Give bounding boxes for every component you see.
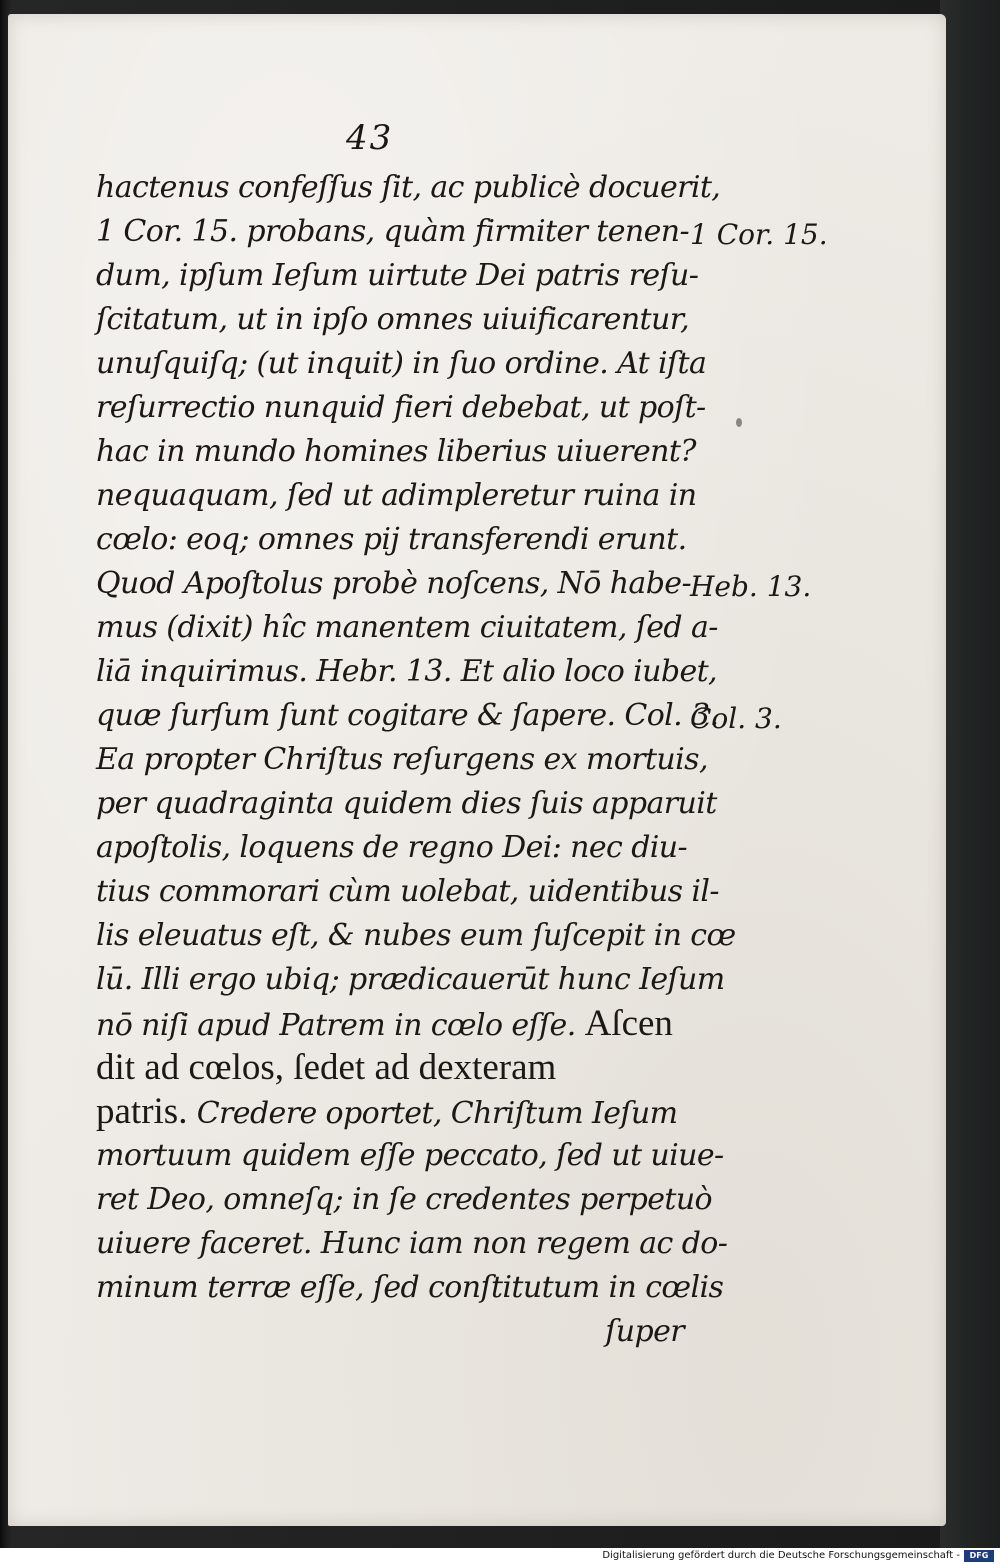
italic-text-segment: Credere oportet, Chriſtum Ieſum	[196, 1096, 678, 1131]
italic-text-segment: per quadraginta quidem dies ſuis apparuit	[96, 786, 717, 821]
italic-text-segment: lis eleuatus eſt, & nubes eum ſuſcepit in cœ	[96, 918, 736, 953]
margin-note: Heb. 13.	[690, 570, 812, 603]
roman-text-segment: Aſcen	[584, 1003, 673, 1044]
text-line	[96, 870, 719, 914]
text-line	[96, 1266, 724, 1310]
text-line	[96, 650, 717, 694]
text-line	[96, 1002, 696, 1046]
text-line	[96, 958, 725, 1002]
italic-text-segment: unuſquiſq; (ut inquit) in ſuo ordine. At iſta	[96, 346, 707, 381]
italic-text-segment: hactenus confeſſus ſit, ac publicè docuerit,	[96, 170, 721, 205]
text-line	[96, 826, 696, 870]
text-line	[96, 430, 696, 474]
text-line	[96, 342, 707, 386]
text-line	[96, 166, 721, 210]
italic-text-segment: hac in mundo homines liberius uiuerent?	[96, 434, 696, 469]
text-line	[96, 1046, 696, 1090]
text-line	[96, 474, 696, 518]
italic-text-segment: minum terræ eſſe, ſed conſtitutum in cœlis	[96, 1270, 724, 1305]
italic-text-segment: nequaquam, ſed ut adimpleretur ruina in	[96, 478, 697, 513]
text-line	[96, 254, 699, 298]
italic-text-segment: ret Deo, omneſq; in ſe credentes perpetuò	[96, 1182, 713, 1217]
italic-text-segment: apoſtolis, loquens de regno Dei: nec diu-	[96, 830, 688, 865]
italic-text-segment: cœlo: eoq; omnes pij transferendi erunt.	[96, 522, 687, 557]
italic-text-segment: mus (dixit) hîc manentem ciuitatem, ſed a-	[96, 610, 718, 645]
margin-note: Col. 3.	[690, 702, 782, 735]
italic-text-segment: tius commorari cùm uolebat, uidentibus il-	[96, 874, 719, 909]
text-line	[96, 606, 718, 650]
text-line	[96, 1178, 713, 1222]
digitization-credit: Digitalisierung gefördert durch die Deutsche Forschungsgemeinschaft -	[602, 1550, 960, 1561]
text-line	[96, 1090, 696, 1134]
dfg-logo: DFG	[964, 1550, 994, 1562]
scan-background-right	[940, 0, 1000, 1564]
text-line	[96, 694, 719, 738]
roman-text-segment: dit ad cœlos, ſedet ad dexteram	[96, 1047, 557, 1088]
italic-text-segment: Ea propter Chriſtus reſurgens ex mortuis,	[96, 742, 708, 777]
roman-text-segment: patris.	[96, 1091, 197, 1132]
margin-note: 1 Cor. 15.	[690, 218, 828, 251]
text-line	[96, 386, 706, 430]
italic-text-segment: reſurrectio nunquid fieri debebat, ut poſt-	[96, 390, 706, 425]
text-line	[96, 914, 736, 958]
book-page	[8, 14, 946, 1526]
italic-text-segment: liā inquirimus. Hebr. 13. Et alio loco iubet,	[96, 654, 717, 689]
ink-speck	[736, 418, 742, 427]
text-line	[96, 210, 696, 254]
text-line	[96, 298, 696, 342]
italic-text-segment: 1 Cor. 15. probans, quàm firmiter tenen-	[96, 214, 689, 249]
italic-text-segment: mortuum quidem eſſe peccato, ſed ut uiue-	[96, 1138, 724, 1173]
text-line	[96, 1222, 728, 1266]
body-text	[96, 166, 736, 1354]
text-line	[96, 562, 696, 606]
italic-text-segment: lū. Illi ergo ubiq; prædicauerūt hunc Ieſum	[96, 962, 725, 997]
text-line	[96, 518, 696, 562]
catchword: ſuper	[605, 1314, 684, 1349]
italic-text-segment: uiuere faceret. Hunc iam non regem ac do-	[96, 1226, 728, 1261]
italic-text-segment: nō niſi apud Patrem in cœlo eſſe.	[96, 1008, 585, 1043]
italic-text-segment: dum, ipſum Ieſum uirtute Dei patris reſu-	[96, 258, 699, 293]
page-number: 43	[346, 118, 394, 158]
italic-text-segment: Quod Apoſtolus probè noſcens, Nō habe-	[96, 566, 691, 601]
text-line	[96, 782, 717, 826]
italic-text-segment: ſcitatum, ut in ipſo omnes uiuificarentur,	[96, 302, 690, 337]
text-line	[96, 1134, 724, 1178]
italic-text-segment: quæ ſurſum ſunt cogitare & ſapere. Col. 3.	[96, 698, 719, 733]
text-line	[96, 738, 708, 782]
